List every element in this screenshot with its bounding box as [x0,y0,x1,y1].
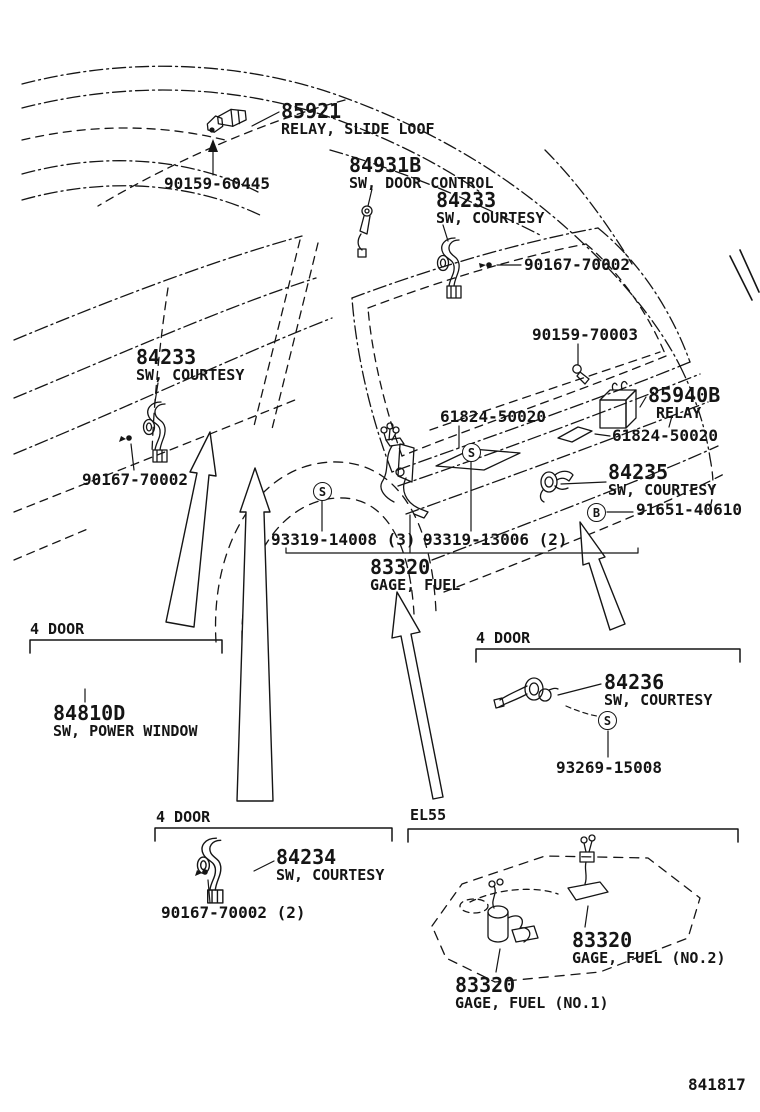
location-arrow-rear-door [237,468,273,801]
part-desc: SW, COURTESY [436,209,545,228]
bracket-4door-bottom [155,828,392,841]
location-arrow-front-door [166,432,216,627]
relay-slide-roof-part [206,108,247,133]
relay-85940b-part [600,382,636,428]
section-label-4door-left: 4 DOOR [30,620,85,638]
part-number: 61824-50020 [612,426,718,445]
fuel-gage-part [381,423,428,518]
callout-61824-right [612,428,718,444]
callout-84235 [608,462,716,499]
section-label-el55: EL55 [410,806,447,824]
callout-90167-front [82,472,188,488]
bracket-4door-left [30,640,222,653]
callout-93319-13006 [423,532,568,548]
callout-84931b [349,155,494,192]
part-number: 90167-70002 [82,470,188,489]
part-number: 93269-15008 [556,758,662,777]
callout-61824-left [440,409,546,425]
part-desc: SW, COURTESY [608,481,717,500]
part-desc: GAGE, FUEL (NO.1) [455,994,609,1013]
part-number: 84233 [436,188,497,212]
courtesy-switch-84235 [540,471,573,502]
part-number: 90159-60445 [164,174,270,193]
section-label-4door-right: 4 DOOR [476,629,531,647]
part-number: 93319-14008 (3) [271,530,416,549]
callout-91651 [636,502,742,518]
part-desc: GAGE, FUEL (NO.2) [572,949,726,968]
part-desc: SW, COURTESY [276,866,385,885]
callout-93269 [556,760,662,776]
part-number: 83320 [572,928,633,952]
part-number: 61824-50020 [440,407,546,426]
part-number: 84931B [349,153,422,177]
callout-84233-back [436,190,544,227]
part-number: 91651-40610 [636,500,742,519]
part-desc: SW, DOOR CONTROL [349,174,494,193]
callout-83320 [370,557,460,594]
symbol-s-circle-3: S [598,711,617,730]
part-number: 90167-70002 [524,255,630,274]
symbol-b-circle: B [587,503,606,522]
part-desc: SW, COURTESY [136,366,245,385]
callout-90167-back [524,257,630,273]
callout-84234 [276,847,384,884]
callout-90159-60445 [164,176,270,192]
part-number: 84235 [608,460,669,484]
part-number: 84810D [53,701,126,725]
location-arrow-back-door [580,522,625,630]
callout-90167-x2 [161,905,306,921]
callout-84810d [53,703,198,740]
callout-84236 [604,672,712,709]
part-number: 90159-70003 [532,325,638,344]
part-number: 83320 [370,555,431,579]
screw-90159-70003 [573,365,589,384]
part-number: 93319-13006 (2) [423,530,568,549]
part-number: 83320 [455,973,516,997]
callout-85921 [281,101,435,138]
fuel-gage-no2-part [568,835,608,900]
part-number: 84234 [276,845,337,869]
bracket-4door-right [476,649,740,662]
symbol-s-circle-1: S [462,443,481,462]
courtesy-switch-84234 [197,838,222,903]
fuel-gage-no1-part [488,879,538,942]
callout-83320-no2 [572,930,726,967]
part-desc: SW, COURTESY [604,691,713,710]
part-number: 84233 [136,345,197,369]
part-number: 90167-70002 (2) [161,903,306,922]
callout-93319-14008 [271,532,416,548]
part-desc: RELAY, SLIDE LOOF [281,120,435,139]
callout-84233-front [136,347,244,384]
section-label-4door-bottom: 4 DOOR [156,808,211,826]
callout-83320-no1 [455,975,609,1012]
part-desc: SW, POWER WINDOW [53,722,198,741]
part-number: 84236 [604,670,665,694]
part-number: 85940B [648,383,721,407]
figure-code: 841817 [688,1075,746,1094]
callout-90159-70003 [532,327,638,343]
door-control-switch-part [358,206,372,257]
part-number: 85921 [281,99,342,123]
callout-85940b [648,385,720,422]
part-desc: RELAY [656,404,702,423]
location-arrow-fuel-tank [392,592,443,799]
courtesy-switch-84236 [494,678,558,708]
hatch-hinge-marks [730,250,759,300]
part-desc: GAGE, FUEL [370,576,461,595]
bracket-el55 [408,829,738,842]
symbol-s-circle-2: S [313,482,332,501]
